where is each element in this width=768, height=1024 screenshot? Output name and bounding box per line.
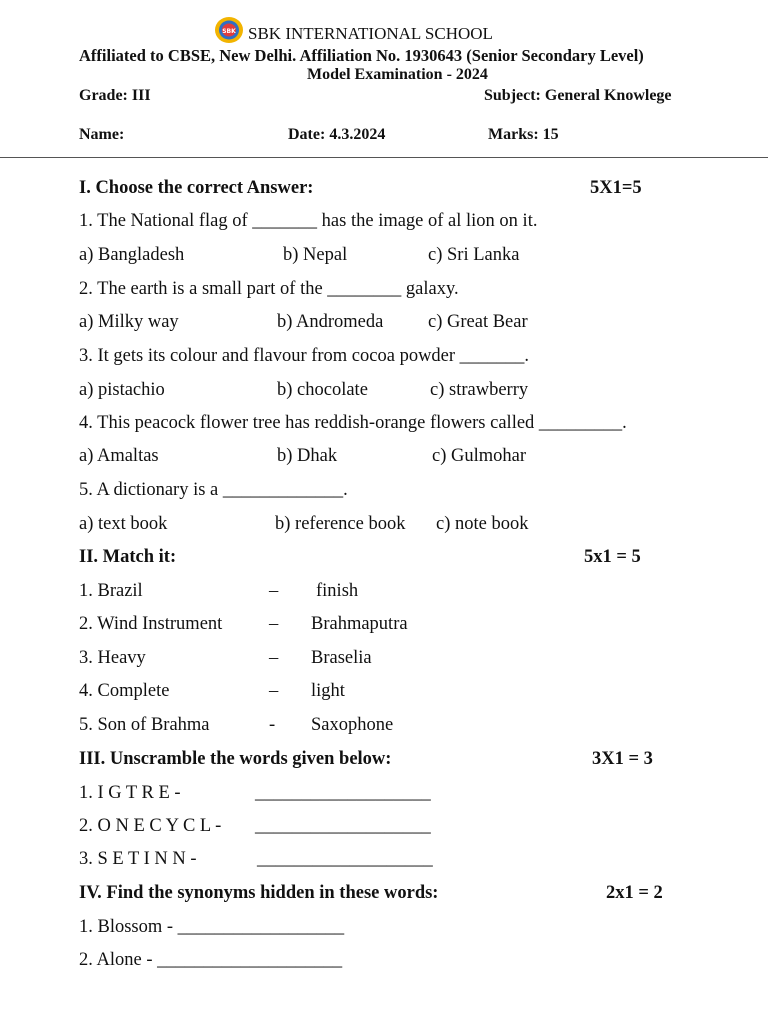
scrambled-word-1: 1. I G T R E -: [79, 783, 181, 803]
match-right-4: light: [311, 681, 345, 701]
q3-option-b: b) chocolate: [277, 380, 368, 400]
scrambled-word-2: 2. O N E C Y C L -: [79, 816, 222, 836]
question-3: 3. It gets its colour and flavour from cocoa powder _______.: [79, 346, 530, 366]
grade-label: Grade: III: [79, 87, 151, 104]
section4-title: IV. Find the synonyms hidden in these words:: [79, 883, 439, 903]
name-label: Name:: [79, 126, 125, 143]
scrambled-word-3: 3. S E T I N N -: [79, 849, 197, 869]
q5-option-b: b) reference book: [275, 514, 406, 534]
question-1: 1. The National flag of _______ has the image of al lion on it.: [79, 211, 538, 231]
subject-label: Subject: General Knowlege: [484, 87, 672, 104]
question-5: 5. A dictionary is a _____________.: [79, 480, 348, 500]
q3-option-c: c) strawberry: [430, 380, 529, 400]
date-label: Date: 4.3.2024: [288, 126, 386, 143]
synonym-item-2: 2. Alone - ____________________: [79, 950, 343, 970]
question-2: 2. The earth is a small part of the ________ galaxy.: [79, 279, 459, 299]
header-divider: [0, 157, 768, 158]
q4-option-b: b) Dhak: [277, 446, 338, 466]
synonym-item-1: 1. Blossom - __________________: [79, 917, 345, 937]
exam-title: Model Examination - 2024: [307, 66, 488, 83]
match-dash-4: –: [269, 681, 279, 701]
q5-option-a: a) text book: [79, 514, 168, 534]
section1-title: I. Choose the correct Answer:: [79, 178, 314, 198]
match-left-4: 4. Complete: [79, 681, 170, 701]
q5-option-c: c) note book: [436, 514, 529, 534]
section4-marks: 2x1 = 2: [606, 883, 663, 903]
q4-option-c: c) Gulmohar: [432, 446, 527, 466]
match-right-1: finish: [316, 581, 359, 601]
match-right-3: Braselia: [311, 648, 372, 668]
q1-option-a: a) Bangladesh: [79, 245, 185, 265]
q4-option-a: a) Amaltas: [79, 446, 159, 466]
section2-title: II. Match it:: [79, 547, 177, 567]
match-right-2: Brahmaputra: [311, 614, 408, 634]
affiliation-line: Affiliated to CBSE, New Delhi. Affiliation No. 1930643 (Senior Secondary Level): [79, 46, 644, 65]
school-name: SBK INTERNATIONAL SCHOOL: [248, 24, 493, 43]
match-dash-2: –: [269, 614, 279, 634]
match-dash-5: -: [269, 715, 276, 735]
q1-option-c: c) Sri Lanka: [428, 245, 520, 265]
q3-option-a: a) pistachio: [79, 380, 165, 400]
answer-blank-2: ___________________: [255, 816, 431, 836]
answer-blank-3: ___________________: [257, 849, 433, 869]
section3-title: III. Unscramble the words given below:: [79, 749, 392, 769]
q2-option-a: a) Milky way: [79, 312, 179, 332]
section1-marks: 5X1=5: [590, 178, 642, 198]
question-4: 4. This peacock flower tree has reddish-orange flowers called _________.: [79, 413, 627, 433]
marks-label: Marks: 15: [488, 126, 559, 143]
q2-option-c: c) Great Bear: [428, 312, 528, 332]
q2-option-b: b) Andromeda: [277, 312, 384, 332]
svg-text:SBK: SBK: [222, 28, 236, 35]
school-logo: [214, 16, 244, 44]
match-dash-1: –: [269, 581, 279, 601]
match-left-2: 2. Wind Instrument: [79, 614, 223, 634]
answer-blank-1: ___________________: [255, 783, 431, 803]
match-right-5: Saxophone: [311, 715, 394, 735]
match-left-5: 5. Son of Brahma: [79, 715, 210, 735]
q1-option-b: b) Nepal: [283, 245, 348, 265]
match-left-1: 1. Brazil: [79, 581, 143, 601]
section2-marks: 5x1 = 5: [584, 547, 641, 567]
match-left-3: 3. Heavy: [79, 648, 146, 668]
match-dash-3: –: [269, 648, 279, 668]
section3-marks: 3X1 = 3: [592, 749, 653, 769]
